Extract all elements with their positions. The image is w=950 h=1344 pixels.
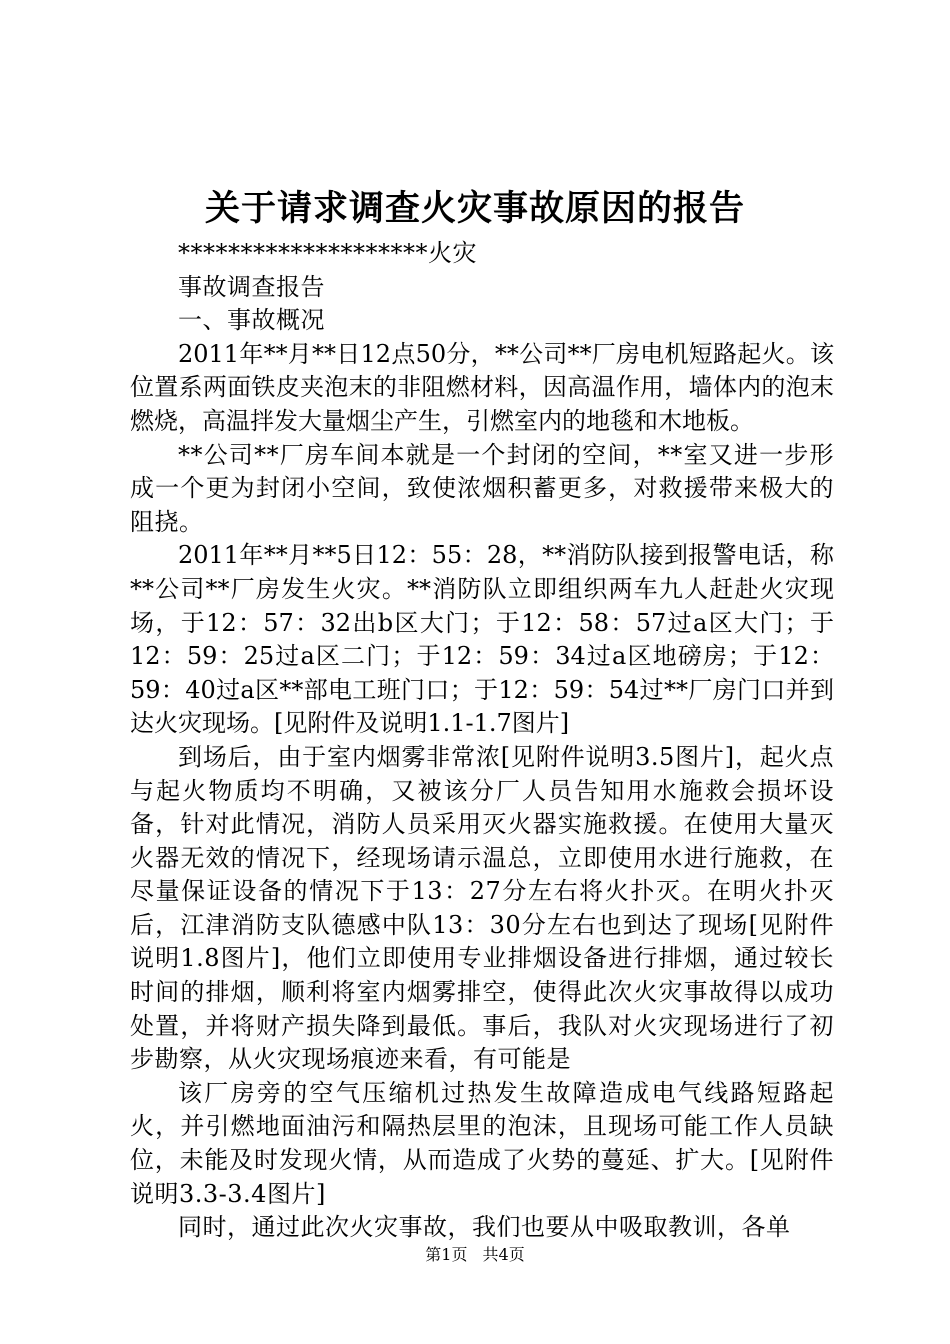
paragraph-probable-cause: 该厂房旁的空气压缩机过热发生故障造成电气线路短路起火，并引燃地面油污和隔热层里的泡沫，且现场可能工作人员缺位，未能及时发现火情，从而造成了火势的蔓延、扩大。[见附件说明3.3-3.4图片] (130, 1078, 834, 1208)
page-footer (0, 1244, 950, 1266)
paragraph-response-timeline: 2011年**月**5日12：55：28，**消防队接到报警电话，称**公司**厂房发生火灾。**消防队立即组织两车九人赶赴火灾现场，于12：57：32出b区大门；于12：58：57过a区大门；于12：59：25过a区二门；于12：59：34过a区地磅房；于12：59：40过a区**部电工班门口；于12：59：54过**厂房门口并到达火灾现场。[见附件及说明1.1-1.7图片] (130, 541, 834, 738)
paragraph-report-label: 事故调查报告 (178, 272, 325, 301)
page-number: 第1页 (425, 1245, 468, 1264)
section-heading-overview: 一、事故概况 (178, 306, 325, 335)
paragraph-enclosed-space: **公司**厂房车间本就是一个封闭的空间，**室又进一步形成一个更为封闭小空间，致使浓烟积蓄更多，对救援带来极大的阻挠。 (130, 440, 834, 536)
paragraph-header-line: ********************火灾 (178, 239, 477, 267)
paragraph-firefighting: 到场后，由于室内烟雾非常浓[见附件说明3.5图片]，起火点与起火物质均不明确，又被该分厂人员告知用水施救会损坏设备，针对此情况，消防人员采用灭火器实施救援。在使用大量灭火器无效的情况下，经现场请示温总，立即使用水进行施救，在尽量保证设备的情况下于13：27分左右将火扑灭。在明火扑灭后，江津消防支队德感中队13：30分左右也到达了现场[见附件说明1.8图片]，他们立即使用专业排烟设备进行排烟，通过较长时间的排烟，顺利将室内烟雾排空，使得此次火灾事故得以成功处置，并将财产损失降到最低。事后，我队对火灾现场进行了初步勘察，从火灾现场痕迹来看，有可能是 (130, 742, 834, 1074)
document-body (130, 237, 834, 1245)
paragraph-lessons: 同时，通过此次火灾事故，我们也要从中吸取教训，各单 (178, 1213, 791, 1242)
document-title: 关于请求调查火灾事故原因的报告 (204, 188, 745, 229)
paragraph-incident-start: 2011年**月**日12点50分，**公司**厂房电机短路起火。该位置系两面铁皮夹泡末的非阻燃材料，因高温作用，墙体内的泡末燃烧，高温拌发大量烟尘产生，引燃室内的地毯和木地板。 (130, 339, 834, 435)
page-total: 共4页 (482, 1245, 525, 1264)
